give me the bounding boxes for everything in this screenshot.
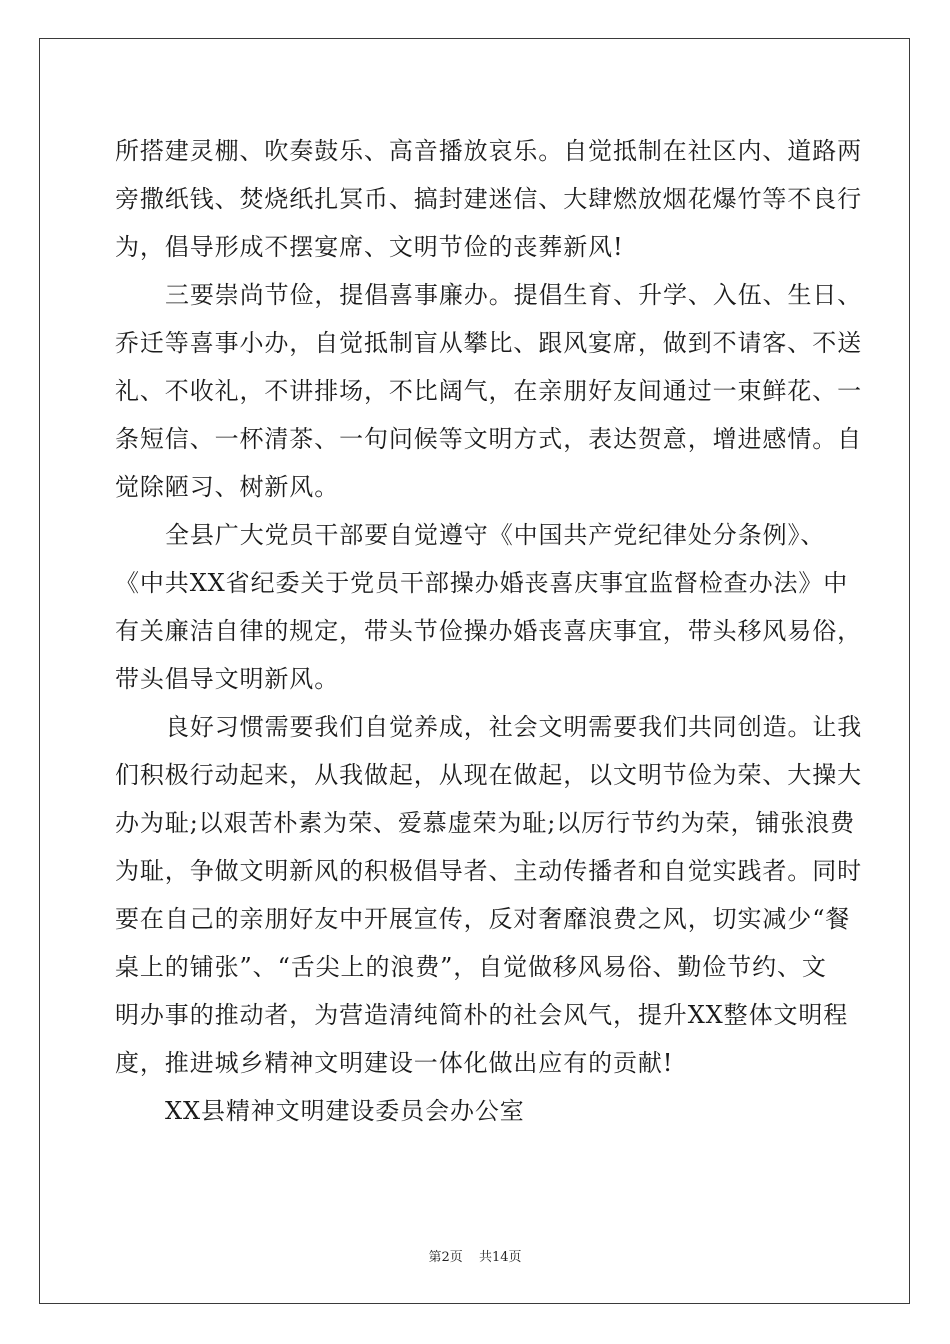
page-footer bbox=[0, 1246, 950, 1265]
text-line: 办为耻;以艰苦朴素为荣、爱慕虚荣为耻;以厉行节约为荣，铺张浪费 bbox=[115, 809, 856, 837]
page-total: 共14页 bbox=[478, 1250, 522, 1265]
signature-line: XX县精神文明建设委员会办公室 bbox=[165, 1097, 525, 1125]
document-body bbox=[115, 127, 863, 1135]
page-number: 第2页 bbox=[428, 1250, 463, 1265]
text-line: 要在自己的亲朋好友中开展宣传，反对奢靡浪费之风，切实减少“餐 bbox=[115, 905, 851, 933]
paragraph-first-line: 良好习惯需要我们自觉养成，社会文明需要我们共同创造。让我 bbox=[165, 713, 863, 741]
text-line: 条短信、一杯清茶、一句问候等文明方式，表达贺意，增进感情。自 bbox=[115, 425, 862, 453]
text-line: 们积极行动起来，从我做起，从现在做起，以文明节俭为荣、大操大 bbox=[115, 761, 862, 789]
text-line: 觉除陋习、树新风。 bbox=[115, 473, 340, 501]
text-line: 桌上的铺张”、“舌尖上的浪费”，自觉做移风易俗、勤俭节约、文 bbox=[115, 953, 827, 981]
text-line: 礼、不收礼，不讲排场，不比阔气，在亲朋好友间通过一束鲜花、一 bbox=[115, 377, 862, 405]
paragraph-first-line: 全县广大党员干部要自觉遵守《中国共产党纪律处分条例》、 bbox=[165, 521, 826, 549]
text-line: 乔迁等喜事小办，自觉抵制盲从攀比、跟风宴席，做到不请客、不送 bbox=[115, 329, 862, 357]
text-line: 为，倡导形成不摆宴席、文明节俭的丧葬新风! bbox=[115, 233, 624, 261]
text-line: 旁撒纸钱、焚烧纸扎冥币、搞封建迷信、大肆燃放烟花爆竹等不良行 bbox=[115, 185, 862, 213]
paragraph-first-line: 三要崇尚节俭，提倡喜事廉办。提倡生育、升学、入伍、生日、 bbox=[165, 281, 863, 309]
text-line: 所搭建灵棚、吹奏鼓乐、高音播放哀乐。自觉抵制在社区内、道路两 bbox=[115, 137, 862, 165]
text-line: 明办事的推动者，为营造清纯简朴的社会风气，提升XX整体文明程 bbox=[115, 1001, 849, 1029]
text-line: 有关廉洁自律的规定，带头节俭操办婚丧喜庆事宜，带头移风易俗， bbox=[115, 617, 862, 645]
text-line: 《中共XX省纪委关于党员干部操办婚丧喜庆事宜监督检查办法》中 bbox=[115, 569, 849, 597]
text-line: 度，推进城乡精神文明建设一体化做出应有的贡献! bbox=[115, 1049, 674, 1077]
text-line: 带头倡导文明新风。 bbox=[115, 665, 340, 693]
text-line: 为耻，争做文明新风的积极倡导者、主动传播者和自觉实践者。同时 bbox=[115, 857, 862, 885]
